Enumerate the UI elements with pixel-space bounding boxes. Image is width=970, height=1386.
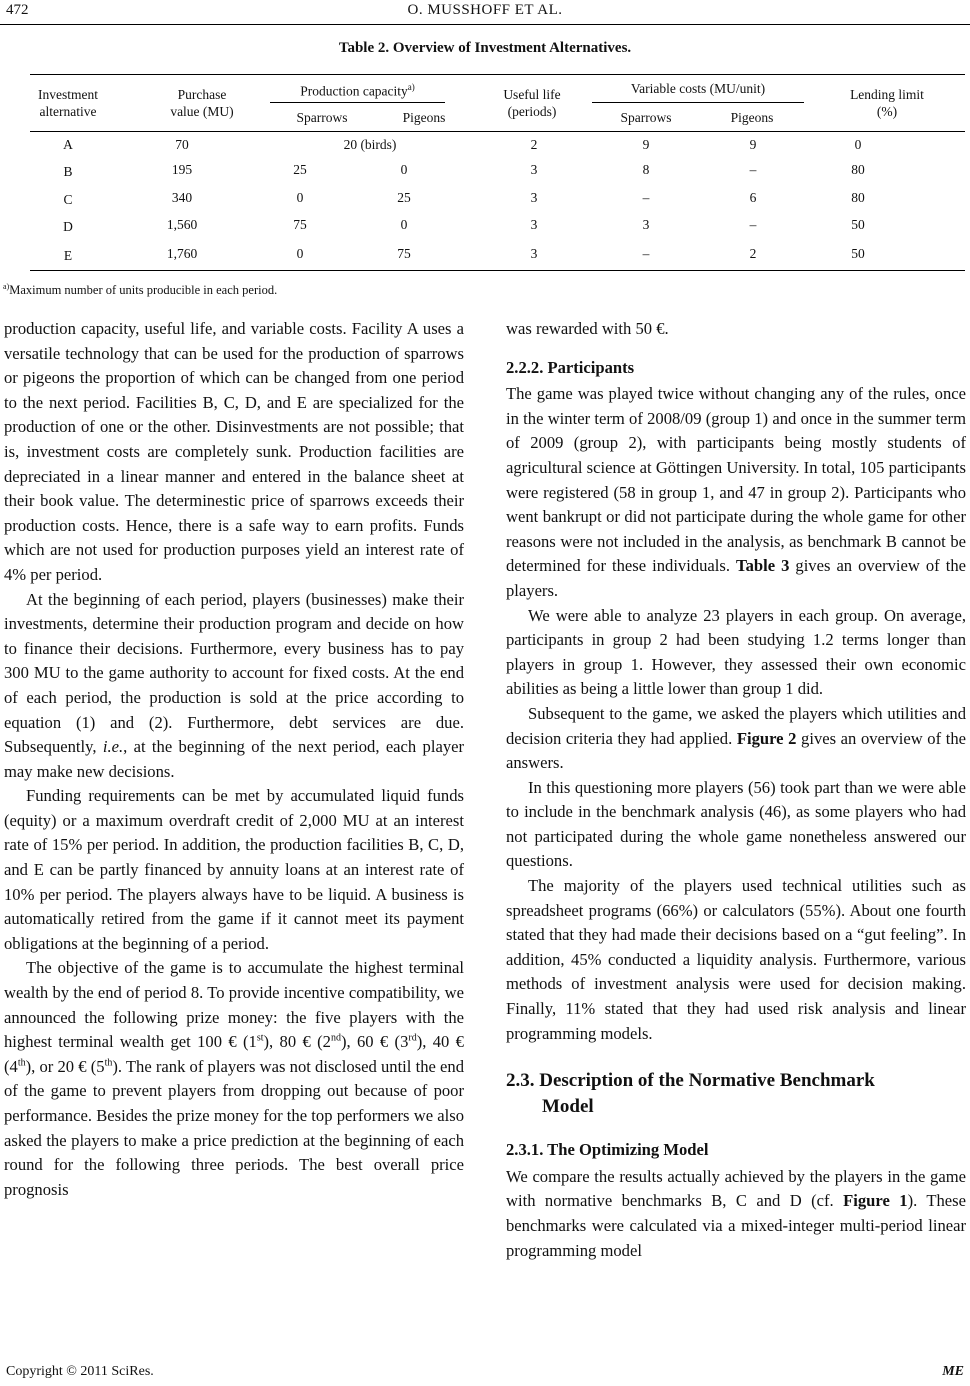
header-vc-sparrows: Sparrows [620, 110, 672, 125]
table-bottom-rule [30, 270, 965, 271]
right-p6-text-b: ). These benchmarks were calculated via a mixed-integer multi-period linear programming model [506, 1191, 966, 1260]
left-paragraph-4 [4, 956, 464, 1202]
right-paragraph-3 [506, 702, 966, 776]
row-e-alt: E [63, 248, 73, 263]
left-p2-text-b: , at the beginning of the next period, each player may make new decisions. [4, 737, 465, 781]
page-number: 472 [6, 2, 29, 18]
row-a-lend: 0 [854, 137, 862, 152]
row-e-cap-pigeons: 75 [397, 246, 411, 261]
header-rule [0, 24, 970, 25]
header-cap-pigeons: Pigeons [402, 110, 446, 125]
row-d-vc-sparrows: 3 [642, 217, 650, 232]
right-paragraph-0: was rewarded with 50 €. [506, 319, 669, 338]
row-b-cap-pigeons: 0 [400, 162, 408, 177]
table-footnote [3, 282, 277, 298]
row-d-cap-sparrows: 75 [293, 217, 307, 232]
left-p4-sup-th2: th [104, 1057, 113, 1069]
row-e-vc-pigeons: 2 [749, 246, 757, 261]
left-p4-text-a: The objective of the game is to accumulate the highest terminal wealth by the end of period 8. To provide incentive compatibility, we announced the following prize money: the five players with the highest terminal wealth get 100 € (1 [4, 958, 464, 1052]
right-paragraph-6 [506, 1165, 966, 1263]
right-p1-text-b: gives an overview of the players. [506, 556, 966, 600]
row-e-lend: 50 [851, 246, 865, 261]
section-heading-benchmark [506, 1068, 966, 1120]
table-3-reference: Table 3 [736, 556, 790, 576]
right-paragraph-2: We were able to analyze 23 players in each group. On average, participants in group 2 had been studying 1.2 terms longer than players in group 1. However, they assessed their own economic abilities as being a little lower than group 1 did. [506, 605, 966, 699]
header-alt-line1: Investment [38, 87, 98, 102]
row-b-price: 195 [171, 162, 193, 177]
row-a-vc-pigeons: 9 [749, 137, 757, 152]
row-c-cap-sparrows: 0 [296, 190, 304, 205]
header-life-line1: Useful life [503, 87, 561, 102]
header-price-line2: value (MU) [170, 104, 234, 119]
header-cap-sparrows: Sparrows [296, 110, 348, 125]
header-lend-line2: (%) [876, 104, 898, 119]
footnote-mark: a) [3, 282, 10, 291]
left-paragraph-3: Funding requirements can be met by accumulated liquid funds (equity) or a maximum overdraft credit of 2,000 MU at an interest rate of 15% per period. In addition, the production facilities B, C, D, and E can be partly financed by annuity loans at an interest rate of 10% per period. The players always have to be liquid. A business is automatically retired from the game if it cannot meet its payment obligations at the beginning of a period. [4, 786, 464, 953]
left-p4-sup-st: st [256, 1032, 264, 1044]
left-p2-text-a: At the beginning of each period, players (businesses) make their investments, determine their production program and decide on how to finance their decisions. Furthermore, every business has to pay 300 MU to the game authority to account for fixed costs. At the end of each period, the production is sold at the price according to equation (1) and (2). Furthermore, debt services are due. Subsequently, [4, 589, 464, 757]
header-alt [28, 86, 108, 120]
row-d-lend: 50 [851, 217, 865, 232]
row-e-cap-sparrows: 0 [296, 246, 304, 261]
header-price-line1: Purchase [177, 87, 227, 102]
subsection-heading-optimizing: 2.3.1. The Optimizing Model [506, 1140, 709, 1160]
left-paragraph-1: production capacity, useful life, and variable costs. Facility A uses a versatile technology that can be used for the production of sparrows or pigeons the proportion of which can be changed from one period to the next period. Facilities B, C, D, and E are specialized for the production of one or the other. Disinvestments are not possible; that is, investment costs are completely sunk. Production facilities are depreciated in a linear manner and entered in the balance sheet at their book value. The determinestic price of sparrows exceeds their production costs. Hence, there is a safe way to earn profits. Funds which are not used for production purposes yield an interest rate of 4% per period. [4, 319, 464, 584]
row-c-lend: 80 [851, 190, 865, 205]
row-e-price: 1,760 [166, 246, 198, 261]
footer-journal: ME [942, 1364, 964, 1379]
row-a-price: 70 [175, 137, 189, 152]
header-price [152, 86, 252, 120]
row-a-capacity: 20 (birds) [343, 137, 397, 152]
header-capacity-text: Production capacity [300, 83, 408, 99]
table-top-rule [30, 74, 965, 75]
table-title: Table 2. Overview of Investment Alternatives. [338, 40, 632, 56]
header-lend-line1: Lending limit [850, 87, 924, 102]
left-p4-text-c: ), 60 € (3 [340, 1032, 409, 1052]
header-lend [822, 86, 952, 120]
right-paragraph-1 [506, 382, 966, 603]
row-c-life: 3 [530, 190, 538, 205]
capacity-subrule [270, 102, 445, 103]
left-p4-sup-nd: nd [330, 1032, 341, 1044]
row-b-lend: 80 [851, 162, 865, 177]
left-p4-text-f: ). The rank of players was not disclosed until the end of the game to prevent players from dropping out because of poor performance. Besides the prize money for the top performers we also asked the players to make a price prediction at the beginning of each round for the following three periods. The best overall price prognosis [4, 1056, 464, 1199]
right-p1-text-a: The game was played twice without changing any of the rules, once in the winter term of 2008/09 (group 1) and once in the summer term of 2009 (group 2), with participants being mostly students of agricultural science at Göttingen University. In total, 105 participants were registered (58 in group 1, and 47 in group 2). Participants who went bankrupt or did not participate during the whole game for other reasons were not included in the analysis, as benchmark B cannot be determined for these individuals. [506, 384, 966, 576]
running-header-authors: O. MUSSHOFF ET AL. [407, 2, 563, 18]
header-capacity [270, 79, 445, 100]
row-b-cap-sparrows: 25 [293, 162, 307, 177]
row-c-alt: C [63, 192, 73, 207]
left-column [4, 317, 464, 1202]
row-d-cap-pigeons: 0 [400, 217, 408, 232]
row-d-alt: D [63, 219, 73, 234]
row-d-price: 1,560 [166, 217, 198, 232]
left-p4-text-d: ), 40 € (4 [4, 1032, 464, 1076]
row-e-life: 3 [530, 246, 538, 261]
row-b-vc-sparrows: 8 [642, 162, 650, 177]
row-c-cap-pigeons: 25 [397, 190, 411, 205]
header-vc-pigeons: Pigeons [730, 110, 774, 125]
table-header-rule [30, 131, 965, 132]
right-paragraph-5: The majority of the players used technical utilities such as spreadsheet programs (66%) or calculators (55%). About one fourth stated that they had made their decisions based on a “gut feeling”. In addition, 45% conducted a liquidity analysis. Furthermore, various methods of investment analysis were used for decision making. Finally, 11% stated that they had used risk analysis and linear programming models. [506, 876, 966, 1043]
header-capacity-note: a) [407, 82, 415, 92]
section-heading-line2: Model [542, 1096, 594, 1118]
row-c-vc-pigeons: 6 [749, 190, 757, 205]
header-life-line2: (periods) [507, 104, 557, 119]
row-e-vc-sparrows: – [642, 246, 650, 261]
row-b-alt: B [63, 164, 73, 179]
row-b-vc-pigeons: – [749, 162, 757, 177]
footer-copyright: Copyright © 2011 SciRes. [6, 1364, 154, 1379]
row-a-life: 2 [530, 137, 538, 152]
varcost-subrule [592, 102, 804, 103]
header-alt-line2: alternative [39, 104, 97, 119]
left-p2-ie: i.e. [102, 737, 124, 757]
header-life [482, 86, 582, 120]
right-column [506, 317, 966, 1263]
figure-2-reference: Figure 2 [736, 728, 797, 748]
left-p4-sup-rd: rd [408, 1032, 417, 1044]
subsection-heading-participants: 2.2.2. Participants [506, 357, 635, 377]
section-heading-line1: 2.3. Description of the Normative Benchmark [506, 1070, 875, 1092]
footnote-text: Maximum number of units producible in each period. [9, 283, 278, 298]
figure-1-reference: Figure 1 [843, 1191, 908, 1211]
row-c-price: 340 [171, 190, 193, 205]
left-paragraph-2 [4, 588, 464, 785]
left-p4-sup-th: th [17, 1057, 26, 1069]
right-p3-text-a: Subsequent to the game, we asked the players which utilities and decision criteria they had applied. [506, 703, 966, 748]
right-paragraph-4: In this questioning more players (56) took part than we were able to include in the benchmark analysis (46), as some players who had not participated during the whole game nonetheless answered our questions. [506, 777, 966, 871]
row-d-vc-pigeons: – [749, 217, 757, 232]
header-varcost: Variable costs (MU/unit) [630, 81, 766, 96]
left-p4-text-b: ), 80 € (2 [263, 1032, 331, 1052]
right-p6-text-a: We compare the results actually achieved by the players in the game with normative benchmarks B, C and D (cf. [506, 1166, 966, 1211]
row-c-vc-sparrows: – [642, 190, 650, 205]
row-a-alt: A [63, 137, 73, 152]
left-p4-text-e: ), or 20 € (5 [25, 1056, 105, 1076]
right-p3-text-b: gives an overview of the answers. [506, 728, 966, 773]
row-d-life: 3 [530, 217, 538, 232]
row-b-life: 3 [530, 162, 538, 177]
row-a-vc-sparrows: 9 [642, 137, 650, 152]
